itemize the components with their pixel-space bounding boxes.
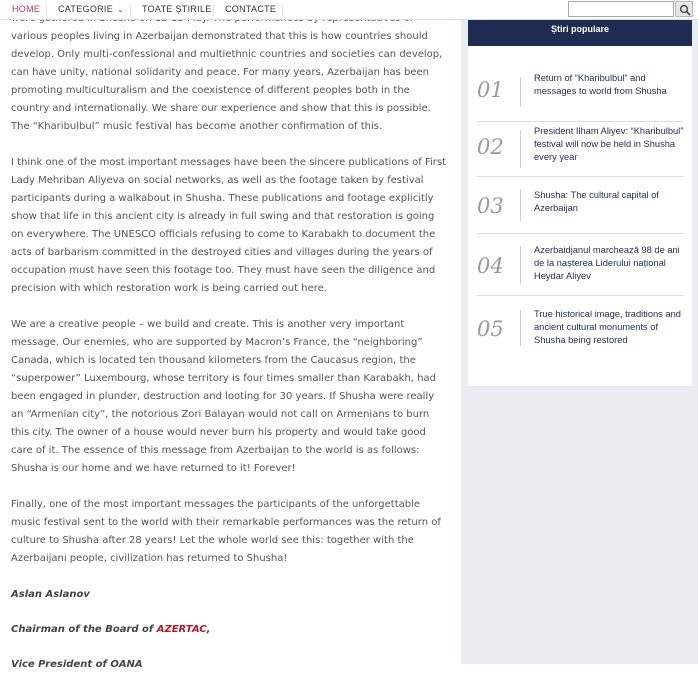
popular-news-title[interactable]: President Ilham Aliyev: “Kharibulbul” festival will now be held in Shusha every year [534, 126, 684, 162]
popular-news-number: 01 [477, 78, 504, 102]
popular-news-title[interactable]: Azerbaidjanul marchează 98 de ani de la nașterea Liderului național Heydar Aliyev [534, 245, 680, 281]
popular-news-item[interactable] [477, 177, 684, 234]
author-name: Aslan Aslanov [11, 589, 90, 600]
popular-news-item[interactable] [477, 122, 684, 177]
popular-news-number: 02 [477, 135, 504, 159]
popular-news-divider [520, 246, 521, 284]
author-role-prefix: Chairman of the Board of [11, 624, 157, 635]
sidebar [461, 20, 698, 664]
article-paragraph: various peoples living in Azerbaijan demonstrated that this is how countries should develop. Only multi-confessional and multiethnic countries and societies can develop, can have unity, national solidarity and peace. For many years, Azerbaijan has been promoting multiculturalism and the coexistence of different peoples both in the country and internationally. We share our experience and show that this is possible. The “Kharibulbul” music festival has become another confirmation of this. [11, 31, 443, 132]
popular-news-divider [520, 130, 521, 168]
search-button[interactable] [675, 1, 693, 17]
nav-item-home[interactable]: HOME [12, 4, 41, 14]
author-role [11, 621, 449, 639]
nav-item-categorie[interactable] [58, 0, 124, 20]
top-navigation [0, 0, 698, 20]
nav-divider [213, 4, 214, 16]
popular-news-number: 04 [477, 254, 504, 278]
popular-news-header: Știri populare [468, 20, 692, 46]
nav-item-contacte[interactable]: CONTACTE [225, 4, 277, 14]
popular-news-divider [520, 189, 521, 221]
popular-news-title[interactable]: Return of “Kharibulbul” and messages to world from Shusha [534, 73, 667, 96]
azertac-link[interactable]: AZERTAC [156, 624, 207, 635]
popular-news-divider [520, 310, 521, 346]
nav-divider [130, 4, 131, 16]
popular-news-divider [520, 77, 521, 107]
article-paragraph: I think one of the most important messages have been the sincere publications of First Lady Mehriban Aliyeva on social networks, as well as the footage taken by festival participants during a walkabout in Shusha. These publications and footage explicitly show that life in this ancient city is already in full swing and that restoration is going on everywhere. The UNESCO officials refusing to come to Karabakh to document the acts of barbarism committed in the destroyed cities and villages during the years of occupation must have seen this footage too. They must have seen the diligence and precision with which restoration work is being carried out here. [11, 157, 447, 294]
nav-divider [46, 4, 47, 16]
author-role-suffix: , [206, 624, 211, 635]
popular-news-number: 05 [477, 317, 504, 341]
popular-news-item[interactable] [477, 234, 684, 296]
article-paragraph: We are a creative people – we build and create. This is another very important message. Our enemies, who are supported by Macron’s France, the “neighboring” Canada, which is located ten thousand kilometers from the Caucasus region, the “superpower” Luxembourg, whose territory is four times smaller than Karabakh, had been engaged in plunder, destruction and looting for 30 years. If Shusha were really an “Armenian city”, the notorious Zori Balayan would not call on Armenians to burn this city. The owner of a house would never burn his property and would take good care of it. The essence of this message from Azerbaijan to the world is as follows: Shusha is our home and we have returned to it! Forever! [11, 319, 436, 474]
nav-item-toate-stirile[interactable]: TOATE ȘTIRILE [142, 4, 212, 14]
search-icon [679, 4, 691, 16]
nav-divider [282, 4, 283, 16]
chevron-down-icon: ⌄ [117, 5, 125, 14]
popular-news-item[interactable] [477, 65, 684, 122]
popular-news-list [468, 46, 692, 386]
popular-news-number: 03 [477, 194, 504, 218]
popular-news-item[interactable] [477, 296, 684, 356]
article-paragraph: Finally, one of the most important messages the participants of the unforgettable music festival sent to the world with their remarkable performances was the return of culture to Shusha after 28 years! Let the whole world see this: together with the Azerbaijani people, civilization has returned to Shusha! [11, 499, 441, 564]
popular-news-title[interactable]: Shusha: The cultural capital of Azerbaijan [534, 190, 659, 213]
nav-item-categorie-label: CATEGORIE [58, 4, 114, 14]
author-role-secondary: Vice President of OANA [11, 659, 143, 670]
search-input[interactable] [568, 1, 674, 17]
article-body [0, 20, 460, 670]
popular-news-title[interactable]: True historical image, traditions and ancient cultural monuments of Shusha being restored [534, 309, 681, 345]
